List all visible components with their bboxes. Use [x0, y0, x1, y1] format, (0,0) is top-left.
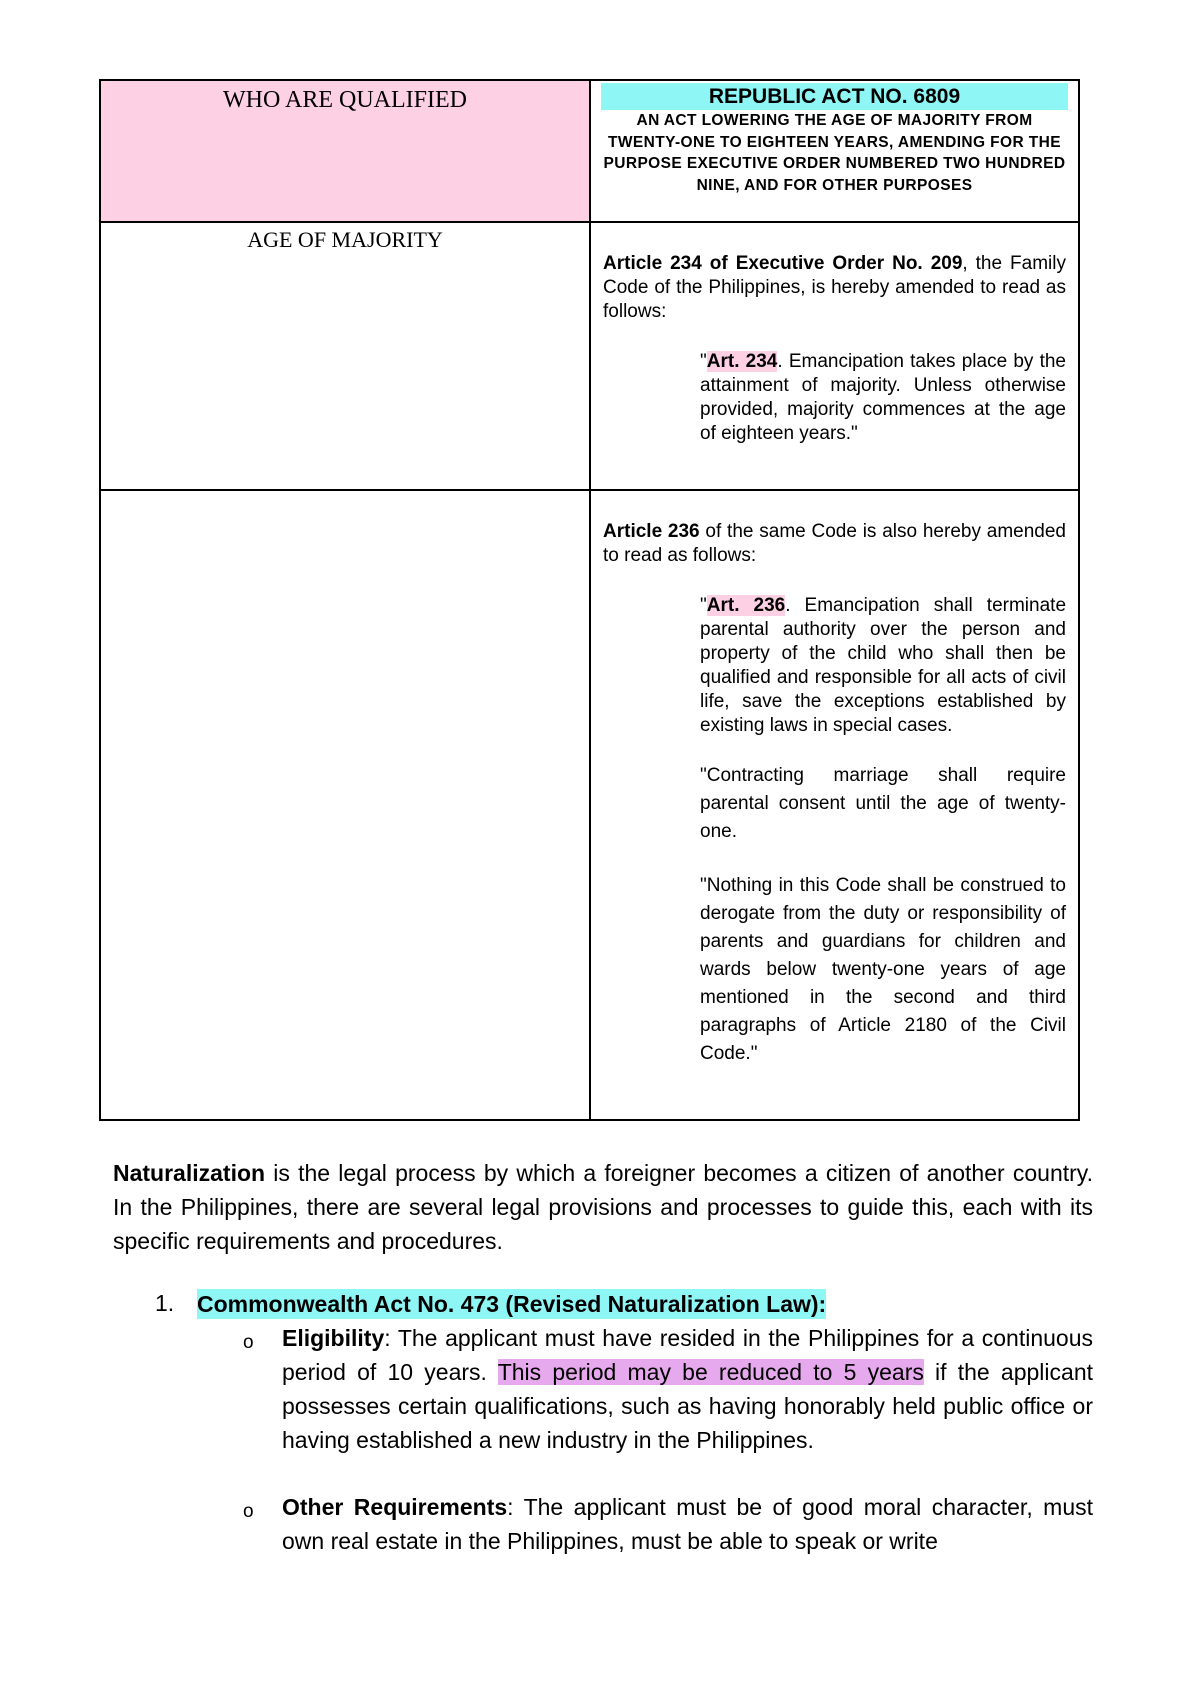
article-234-intro-text: , the Family Code of the Philippines, is hereby amended to read as follows:: [603, 253, 1066, 322]
art-236-text: . Emancipation shall terminate parental authority over the person and property of the child who shall then be qualified and responsible for all acts of civil life, save the exceptions established by existing laws in special cases.: [700, 595, 1067, 736]
row2-right-cell: [590, 490, 1079, 1120]
qualification-table: [99, 79, 1080, 1121]
row2-left-cell: [100, 490, 590, 1120]
contracting-marriage-paragraph: "Contracting marriage shall require parental consent until the age of twenty-one.: [700, 765, 1066, 842]
bullet-icon: o: [243, 1332, 254, 1353]
list-number: 1.: [155, 1290, 175, 1316]
header-who-are-qualified: WHO ARE QUALIFIED: [223, 87, 467, 113]
art-234-label: Art. 234: [706, 351, 778, 372]
row1-left-cell: [100, 222, 590, 490]
eligibility-item: [282, 1321, 1093, 1457]
table-row: [100, 490, 1079, 1120]
article-236-intro: [603, 520, 1066, 568]
eligibility-highlight: This period may be reduced to 5 years: [497, 1359, 924, 1385]
header-left-cell: [100, 80, 590, 222]
other-requirements-text: : The applicant must be of good moral character, must own real estate in the Philippines, must be able to speak or write: [282, 1494, 1093, 1554]
table-header-row: [100, 80, 1079, 222]
other-requirements-item: [282, 1490, 1093, 1558]
quote-mark: ": [700, 595, 707, 616]
quote-mark: ": [700, 351, 707, 372]
age-of-majority-label: AGE OF MAJORITY: [247, 227, 443, 252]
article-236-intro-text: of the same Code is also hereby amended to read as follows:: [603, 521, 1066, 566]
header-right-cell: [590, 80, 1079, 222]
table-row: [100, 222, 1079, 490]
naturalization-paragraph: [113, 1156, 1093, 1258]
commonwealth-act-heading: Commonwealth Act No. 473 (Revised Naturalization Law):: [197, 1291, 827, 1317]
eligibility-label: Eligibility: [282, 1325, 385, 1351]
article-234-intro: [603, 252, 1066, 324]
article-234-ref: Article 234 of Executive Order No. 209: [603, 253, 963, 274]
eligibility-text-cont: if the applicant possesses certain qualifications, such as having honorably held public office or having established a new industry in the Philippines.: [282, 1359, 1093, 1453]
republic-act-subtitle: AN ACT LOWERING THE AGE OF MAJORITY FROM TWENTY-ONE TO EIGHTEEN YEARS, AMENDING FOR THE PURPOSE EXECUTIVE ORDER NUMBERED TWO HUNDRED NINE, AND FOR OTHER PURPOSES: [603, 112, 1066, 194]
bullet-icon: o: [243, 1501, 254, 1522]
nothing-in-code-paragraph: "Nothing in this Code shall be construed to derogate from the duty or responsibility of parents and guardians for children and wards below twenty-one years of age mentioned in the second and third paragraphs of Article 2180 of the Civil Code.": [700, 875, 1066, 1064]
naturalization-term: Naturalization: [113, 1160, 266, 1186]
eligibility-text: : The applicant must have resided in the Philippines for a continuous period of 10 years.: [282, 1325, 1093, 1385]
republic-act-title: REPUBLIC ACT NO. 6809: [601, 83, 1068, 110]
art-234-text: . Emancipation takes place by the attainment of majority. Unless otherwise provided, majority commences at the age of eighteen years.": [700, 351, 1066, 444]
article-236-quote: [700, 594, 1066, 738]
article-234-quote: [700, 350, 1066, 446]
row1-right-cell: [590, 222, 1079, 490]
article-236-ref: Article 236: [603, 521, 700, 542]
naturalization-text: is the legal process by which a foreigner becomes a citizen of another country. In the Philippines, there are several legal provisions and processes to guide this, each with its specific requirements and procedures.: [113, 1160, 1093, 1254]
other-requirements-label: Other Requirements: [282, 1494, 508, 1520]
art-236-label: Art. 236: [706, 595, 786, 616]
